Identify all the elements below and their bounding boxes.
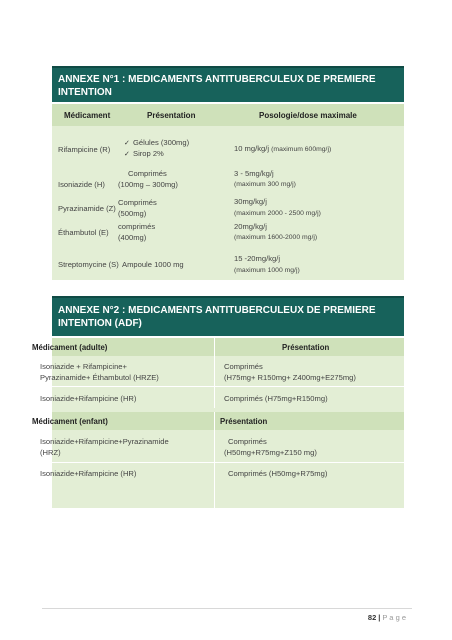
annex1-header-row bbox=[52, 104, 404, 126]
annex1-drug-0: Rifampicine (R) bbox=[58, 145, 111, 154]
annex1-table bbox=[52, 104, 404, 280]
annex1-title-line1: ANNEXE N°1 : MEDICAMENTS ANTITUBERCULEUX DE PREMIERE bbox=[58, 74, 376, 85]
annex1-dose-2b: (maximum 2000 - 2500 mg/j) bbox=[234, 210, 321, 217]
annex2-adult-drug-1: Isoniazide+Rifampicine (HR) bbox=[40, 394, 137, 403]
annex2-adult-drug-0a: Isoniazide + Rifampicine+ bbox=[40, 362, 127, 371]
annex1-dose-2a: 30mg/kg/j bbox=[234, 197, 267, 206]
annex2-adult-pres-0a: Comprimés bbox=[224, 362, 263, 371]
annex2-child-pres-0b: (H50mg+R75mg+Z150 mg) bbox=[224, 448, 317, 457]
annex1-pres-1b: (100mg – 300mg) bbox=[118, 180, 178, 189]
annex2-adult-pres-1: Comprimés (H75mg+R150mg) bbox=[224, 394, 328, 403]
check-icon: ✓ bbox=[124, 151, 130, 158]
annex1-drug-3: Éthambutol (E) bbox=[58, 228, 109, 237]
annex2-adult-pres-0b: (H75mg+ R150mg+ Z400mg+E275mg) bbox=[224, 373, 356, 382]
annex1-pres-4: Ampoule 1000 mg bbox=[122, 260, 184, 269]
annex1-pres-2a: Comprimés bbox=[118, 198, 157, 207]
annex2-child-pres-1: Comprimés (H50mg+R75mg) bbox=[228, 469, 328, 478]
header-child-pres: Présentation bbox=[220, 417, 268, 426]
annex2-child-drug-1: Isoniazide+Rifampicine (HR) bbox=[40, 469, 137, 478]
annex1-pres-2b: (500mg) bbox=[118, 209, 147, 218]
annex2-table bbox=[32, 338, 404, 508]
annex1-pres-1a: Comprimés bbox=[128, 169, 167, 178]
annex2-title-line1: ANNEXE N°2 : MEDICAMENTS ANTITUBERCULEUX DE PREMIERE bbox=[58, 305, 376, 316]
page-separator: | bbox=[378, 613, 381, 622]
header-child-drug: Médicament (enfant) bbox=[32, 417, 108, 426]
annex1-pres-0b: ✓ Sirop 2% bbox=[124, 149, 164, 158]
annex2-child-pres-0a: Comprimés bbox=[228, 437, 267, 446]
annex1-dose-4b: (maximum 1000 mg/j) bbox=[234, 267, 300, 274]
check-icon: ✓ bbox=[124, 140, 130, 147]
annex1-pres-0a: ✓ Gélules (300mg) bbox=[124, 138, 190, 147]
page-number: 82 bbox=[367, 613, 377, 622]
annex2-title bbox=[52, 296, 404, 336]
annex1-drug-4: Streptomycine (S) bbox=[58, 260, 119, 269]
annex1-dose-1a: 3 - 5mg/kg/j bbox=[234, 169, 274, 178]
page-footer bbox=[368, 613, 406, 622]
annex1-pres-3a: comprimés bbox=[118, 222, 156, 231]
annex1-dose-1b: (maximum 300 mg/j) bbox=[234, 181, 296, 188]
annex1-title bbox=[52, 66, 404, 102]
annex1-drug-2: Pyrazinamide (Z) bbox=[58, 204, 116, 213]
footer-rule bbox=[42, 608, 412, 609]
annex1-dose-3a: 20mg/kg/j bbox=[234, 222, 267, 231]
annex1-drug-1: Isoniazide (H) bbox=[58, 180, 105, 189]
annex2-adult-header bbox=[32, 338, 404, 356]
annex1-dose-3b: (maximum 1600-2000 mg/j) bbox=[234, 234, 318, 241]
annex1-dose-4a: 15 -20mg/kg/j bbox=[234, 254, 281, 263]
annex2-title-line2: INTENTION (ADF) bbox=[58, 318, 142, 329]
annex1-pres-3b: (400mg) bbox=[118, 233, 147, 242]
annex2-child-header bbox=[32, 412, 404, 430]
header-medicament: Médicament bbox=[64, 111, 111, 120]
header-presentation: Présentation bbox=[147, 111, 196, 120]
annex2-child-drug-0b: (HRZ) bbox=[40, 448, 61, 457]
annex1-title-line2: INTENTION bbox=[58, 87, 112, 98]
annex1-dose-0: 10 mg/kg/j (maximum 600mg/j) bbox=[234, 144, 332, 153]
header-posologie: Posologie/dose maximale bbox=[259, 111, 357, 120]
annex2-adult-drug-0b: Pyrazinamide+ Éthambutol (HRZE) bbox=[40, 373, 159, 382]
annex2-child-drug-0a: Isoniazide+Rifampicine+Pyrazinamide bbox=[40, 437, 169, 446]
header-adult-drug: Médicament (adulte) bbox=[32, 343, 108, 352]
header-adult-pres: Présentation bbox=[282, 343, 330, 352]
page-label: P a g e bbox=[382, 613, 406, 622]
